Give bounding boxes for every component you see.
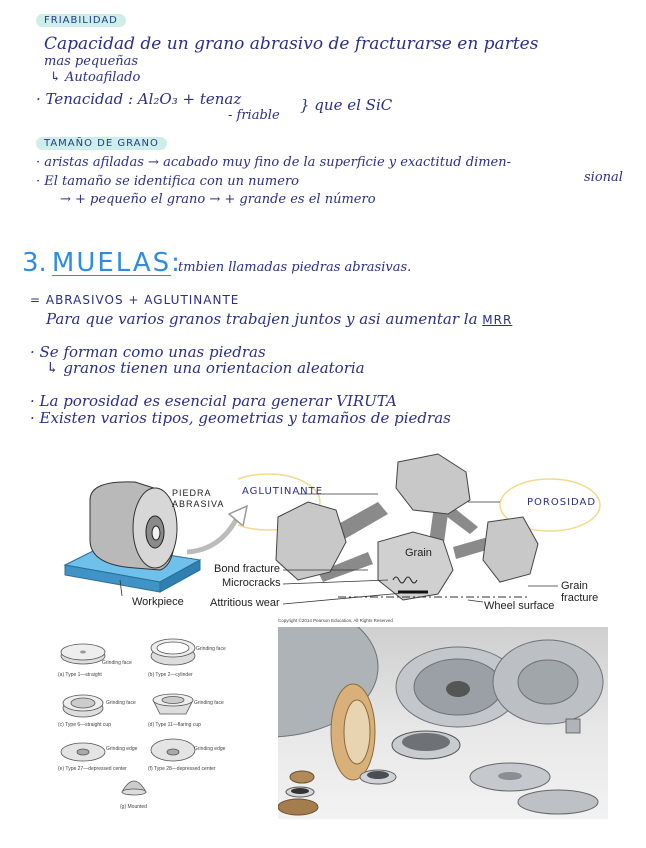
attritious-wear-label: Attritious wear bbox=[210, 597, 280, 609]
section-colon: : bbox=[171, 248, 180, 278]
muelas-subtitle: tmbien llamadas piedras abrasivas. bbox=[178, 260, 412, 275]
section-title: MUELAS bbox=[51, 248, 172, 278]
microcracks-label: Microcracks bbox=[222, 577, 281, 589]
grain-fracture-label-1: Grain bbox=[561, 580, 588, 592]
mrr-text: MRR bbox=[482, 313, 513, 327]
type1-caption: (a) Type 1—straight bbox=[58, 672, 102, 678]
grain-label: Grain bbox=[405, 547, 432, 559]
type2-caption: (b) Type 2—cylinder bbox=[148, 672, 193, 678]
type2-wheel-icon bbox=[148, 636, 198, 668]
muelas-heading bbox=[22, 248, 180, 278]
wheel-surface-label: Wheel surface bbox=[484, 600, 555, 612]
photo-copyright: Copyright ©2014 Pearson Education, All Rights Reserved bbox=[278, 618, 393, 623]
mounted-wheel-icon bbox=[114, 774, 154, 802]
para-text: Para que varios granos trabajen juntos y asi aumentar la bbox=[46, 310, 478, 328]
tamano-line-1-end: sional bbox=[584, 170, 623, 185]
muelas-existen: · Existen varios tipos, geometrias y tamaños de piedras bbox=[30, 409, 451, 427]
muelas-forman: · Se forman como unas piedras bbox=[30, 343, 266, 361]
type1-wheel-icon bbox=[58, 640, 108, 666]
mounted-caption: (g) Mounted bbox=[120, 804, 147, 810]
grain-fracture-label-2: fracture bbox=[561, 592, 599, 604]
grinding-wheels-photo bbox=[278, 627, 608, 819]
type6-wheel-icon bbox=[58, 692, 108, 720]
wheels-photo-illustration bbox=[278, 627, 608, 819]
muelas-para-line bbox=[46, 310, 512, 328]
muelas-granos: ↳ granos tienen una orientacion aleatoria bbox=[46, 359, 365, 377]
tamano-line-1: · aristas afiladas → acabado muy fino de la superficie y exactitud dimen- bbox=[36, 155, 512, 170]
workpiece-label: Workpiece bbox=[132, 596, 184, 608]
type28-caption: (f) Type 28—depressed center bbox=[148, 766, 216, 772]
type1-face: Grinding face bbox=[102, 660, 132, 666]
tenacidad-friable: - friable bbox=[228, 108, 280, 123]
section-number: 3. bbox=[22, 248, 47, 278]
piedra-label-1: PIEDRA bbox=[172, 488, 212, 498]
type11-caption: (d) Type 11—flaring cup bbox=[148, 722, 201, 728]
type2-face: Grinding face bbox=[196, 646, 226, 652]
wheel-types-figure bbox=[48, 634, 248, 814]
friabilidad-line-2: mas pequeñas bbox=[44, 54, 139, 69]
friabilidad-tag: FRIABILIDAD bbox=[36, 14, 126, 27]
piedra-label-2: ABRASIVA bbox=[172, 499, 225, 509]
type28-face: Grinding edge bbox=[194, 746, 226, 752]
type6-face: Grinding face bbox=[106, 700, 136, 706]
tamano-line-2: · El tamaño se identifica con un numero bbox=[36, 174, 299, 189]
muelas-porosidad: · La porosidad es esencial para generar VIRUTA bbox=[30, 392, 397, 410]
type11-wheel-icon bbox=[148, 690, 198, 720]
tenacidad-line: · Tenacidad : Al₂O₃ + tenaz bbox=[36, 90, 242, 108]
muelas-equation: = ABRASIVOS + AGLUTINANTE bbox=[30, 293, 240, 307]
type27-face: Grinding edge bbox=[106, 746, 138, 752]
type11-face: Grinding face bbox=[194, 700, 224, 706]
tenacidad-sic: } que el SiC bbox=[300, 96, 393, 114]
aglutinante-label: AGLUTINANTE bbox=[242, 486, 324, 497]
bond-fracture-label: Bond fracture bbox=[214, 563, 281, 575]
tamano-line-3: → + pequeño el grano → + grande es el número bbox=[60, 192, 376, 207]
friabilidad-line-1: Capacidad de un grano abrasivo de fracturarse en partes bbox=[44, 34, 539, 54]
tamano-tag: TAMAÑO DE GRANO bbox=[36, 137, 167, 150]
porosidad-label: POROSIDAD bbox=[527, 497, 597, 508]
type28-wheel-icon bbox=[148, 734, 198, 766]
type27-wheel-icon bbox=[58, 738, 108, 766]
friabilidad-line-3: ↳ Autoafilado bbox=[50, 70, 141, 85]
type6-caption: (c) Type 6—straight cup bbox=[58, 722, 111, 728]
type27-caption: (e) Type 27—depressed center bbox=[58, 766, 127, 772]
